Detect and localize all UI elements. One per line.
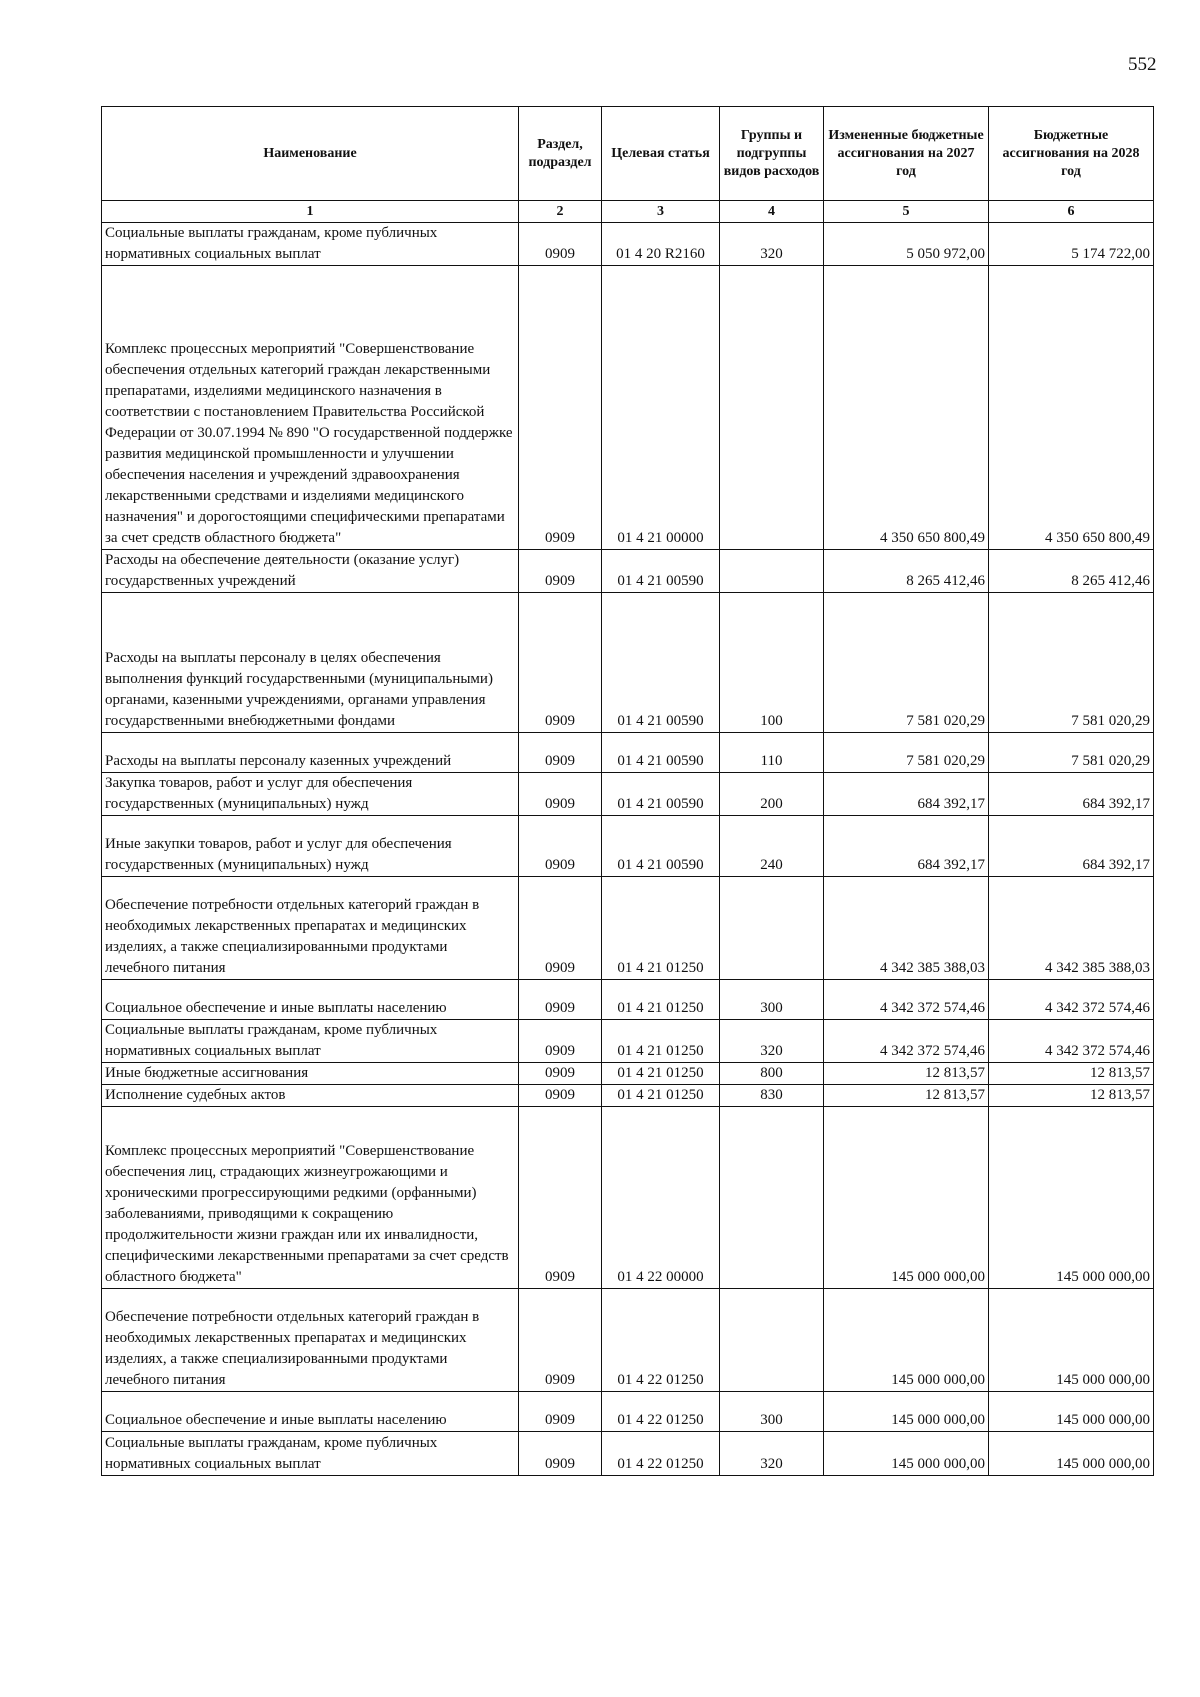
table-row xyxy=(102,593,1154,733)
row-amount-2028: 7 581 020,29 xyxy=(989,593,1154,733)
column-number: 6 xyxy=(989,201,1154,223)
budget-table xyxy=(101,106,1154,1476)
row-amount-2028: 4 342 372 574,46 xyxy=(989,980,1154,1020)
row-target: 01 4 21 00590 xyxy=(602,733,720,773)
row-group xyxy=(720,1289,824,1392)
row-target: 01 4 20 R2160 xyxy=(602,223,720,266)
row-name: Иные бюджетные ассигнования xyxy=(102,1063,519,1085)
row-section: 0909 xyxy=(519,877,602,980)
row-section: 0909 xyxy=(519,223,602,266)
row-name: Иные закупки товаров, работ и услуг для обеспечения государственных (муниципальных) нужд xyxy=(102,816,519,877)
row-section: 0909 xyxy=(519,816,602,877)
row-amount-2028: 145 000 000,00 xyxy=(989,1107,1154,1289)
table-row xyxy=(102,550,1154,593)
row-section: 0909 xyxy=(519,266,602,550)
header-amount-2028: Бюджетные ассигнования на 2028 год xyxy=(989,107,1154,201)
row-name: Обеспечение потребности отдельных категорий граждан в необходимых лекарственных препаратах и медицинских изделиях, а также специализированными продуктами лечебного питания xyxy=(102,1289,519,1392)
row-group xyxy=(720,550,824,593)
header-amount-2027: Измененные бюджетные ассигнования на 2027 год xyxy=(824,107,989,201)
row-amount-2028: 145 000 000,00 xyxy=(989,1392,1154,1432)
row-target: 01 4 21 01250 xyxy=(602,1063,720,1085)
row-amount-2027: 145 000 000,00 xyxy=(824,1289,989,1392)
table-row xyxy=(102,1289,1154,1392)
row-name: Социальное обеспечение и иные выплаты населению xyxy=(102,980,519,1020)
row-section: 0909 xyxy=(519,1432,602,1476)
table-row xyxy=(102,980,1154,1020)
row-name: Расходы на обеспечение деятельности (оказание услуг) государственных учреждений xyxy=(102,550,519,593)
column-number: 3 xyxy=(602,201,720,223)
row-amount-2027: 684 392,17 xyxy=(824,773,989,816)
row-group: 110 xyxy=(720,733,824,773)
row-target: 01 4 21 00000 xyxy=(602,266,720,550)
row-section: 0909 xyxy=(519,1085,602,1107)
row-amount-2028: 7 581 020,29 xyxy=(989,733,1154,773)
row-amount-2027: 8 265 412,46 xyxy=(824,550,989,593)
row-section: 0909 xyxy=(519,980,602,1020)
row-target: 01 4 22 00000 xyxy=(602,1107,720,1289)
table-body xyxy=(102,223,1154,1476)
row-amount-2027: 684 392,17 xyxy=(824,816,989,877)
header-section: Раздел, подраздел xyxy=(519,107,602,201)
row-target: 01 4 22 01250 xyxy=(602,1432,720,1476)
row-name: Комплекс процессных мероприятий "Совершенствование обеспечения отдельных категорий граждан лекарственными препаратами, изделиями медицинского назначения в соответствии с постановлением Правительства Российской Федерации от 30.07.1994 № 890 "О государственной поддержке развития медицинской промышленности и улучшении обеспечения населения и учреждений здравоохранения лекарственными средствами и изделиями медицинского назначения" и дорогостоящими специфическими препаратами за счет средств областного бюджета" xyxy=(102,266,519,550)
row-amount-2027: 12 813,57 xyxy=(824,1085,989,1107)
row-group: 830 xyxy=(720,1085,824,1107)
header-groups: Группы и подгруппы видов расходов xyxy=(720,107,824,201)
row-name: Расходы на выплаты персоналу в целях обеспечения выполнения функций государственными (муниципальными) органами, казенными учреждениями, органами управления государственными внебюджетными фондами xyxy=(102,593,519,733)
row-amount-2028: 4 342 385 388,03 xyxy=(989,877,1154,980)
row-name: Комплекс процессных мероприятий "Совершенствование обеспечения лиц, страдающих жизнеугрожающими и хроническими прогрессирующими редкими (орфанными) заболеваниями, приводящими к сокращению продолжительности жизни граждан или их инвалидности, специфическими лекарственными препаратами за счет средств областного бюджета" xyxy=(102,1107,519,1289)
row-name: Закупка товаров, работ и услуг для обеспечения государственных (муниципальных) нужд xyxy=(102,773,519,816)
table-row xyxy=(102,877,1154,980)
table-row xyxy=(102,266,1154,550)
row-name: Обеспечение потребности отдельных категорий граждан в необходимых лекарственных препаратах и медицинских изделиях, а также специализированными продуктами лечебного питания xyxy=(102,877,519,980)
row-amount-2027: 4 342 385 388,03 xyxy=(824,877,989,980)
row-group: 320 xyxy=(720,1020,824,1063)
row-amount-2028: 145 000 000,00 xyxy=(989,1289,1154,1392)
table-row xyxy=(102,223,1154,266)
row-target: 01 4 22 01250 xyxy=(602,1289,720,1392)
row-name: Исполнение судебных актов xyxy=(102,1085,519,1107)
row-amount-2027: 7 581 020,29 xyxy=(824,733,989,773)
row-section: 0909 xyxy=(519,550,602,593)
row-amount-2027: 12 813,57 xyxy=(824,1063,989,1085)
row-amount-2028: 4 350 650 800,49 xyxy=(989,266,1154,550)
column-number-row xyxy=(102,201,1154,223)
header-target: Целевая статья xyxy=(602,107,720,201)
row-section: 0909 xyxy=(519,1063,602,1085)
row-group: 320 xyxy=(720,223,824,266)
row-amount-2028: 4 342 372 574,46 xyxy=(989,1020,1154,1063)
row-target: 01 4 21 00590 xyxy=(602,773,720,816)
column-number: 4 xyxy=(720,201,824,223)
row-section: 0909 xyxy=(519,1107,602,1289)
row-name: Социальное обеспечение и иные выплаты населению xyxy=(102,1392,519,1432)
row-amount-2027: 145 000 000,00 xyxy=(824,1392,989,1432)
table-row xyxy=(102,773,1154,816)
row-target: 01 4 21 01250 xyxy=(602,1085,720,1107)
row-section: 0909 xyxy=(519,1392,602,1432)
row-group xyxy=(720,1107,824,1289)
table-row xyxy=(102,733,1154,773)
row-name: Социальные выплаты гражданам, кроме публичных нормативных социальных выплат xyxy=(102,223,519,266)
header-row xyxy=(102,107,1154,201)
row-target: 01 4 21 01250 xyxy=(602,1020,720,1063)
row-group xyxy=(720,877,824,980)
row-group: 300 xyxy=(720,1392,824,1432)
row-amount-2028: 5 174 722,00 xyxy=(989,223,1154,266)
row-group: 800 xyxy=(720,1063,824,1085)
table-row xyxy=(102,1107,1154,1289)
row-amount-2027: 145 000 000,00 xyxy=(824,1432,989,1476)
row-amount-2027: 5 050 972,00 xyxy=(824,223,989,266)
table-row xyxy=(102,1392,1154,1432)
row-target: 01 4 21 00590 xyxy=(602,593,720,733)
row-group: 200 xyxy=(720,773,824,816)
row-amount-2028: 684 392,17 xyxy=(989,816,1154,877)
row-name: Расходы на выплаты персоналу казенных учреждений xyxy=(102,733,519,773)
table-row xyxy=(102,1085,1154,1107)
column-number: 2 xyxy=(519,201,602,223)
row-target: 01 4 21 01250 xyxy=(602,877,720,980)
row-group: 300 xyxy=(720,980,824,1020)
row-amount-2027: 4 350 650 800,49 xyxy=(824,266,989,550)
row-target: 01 4 21 00590 xyxy=(602,550,720,593)
row-group: 240 xyxy=(720,816,824,877)
row-group xyxy=(720,266,824,550)
row-section: 0909 xyxy=(519,1289,602,1392)
row-section: 0909 xyxy=(519,773,602,816)
row-group: 320 xyxy=(720,1432,824,1476)
row-target: 01 4 22 01250 xyxy=(602,1392,720,1432)
page-number: 552 xyxy=(1128,54,1157,75)
table-row xyxy=(102,816,1154,877)
table-row xyxy=(102,1063,1154,1085)
row-name: Социальные выплаты гражданам, кроме публичных нормативных социальных выплат xyxy=(102,1020,519,1063)
row-amount-2028: 8 265 412,46 xyxy=(989,550,1154,593)
row-target: 01 4 21 01250 xyxy=(602,980,720,1020)
header-name: Наименование xyxy=(102,107,519,201)
row-section: 0909 xyxy=(519,1020,602,1063)
row-amount-2028: 684 392,17 xyxy=(989,773,1154,816)
row-amount-2027: 4 342 372 574,46 xyxy=(824,1020,989,1063)
column-number: 5 xyxy=(824,201,989,223)
row-section: 0909 xyxy=(519,593,602,733)
row-amount-2028: 12 813,57 xyxy=(989,1085,1154,1107)
row-amount-2028: 145 000 000,00 xyxy=(989,1432,1154,1476)
table-row xyxy=(102,1020,1154,1063)
row-amount-2027: 4 342 372 574,46 xyxy=(824,980,989,1020)
column-number: 1 xyxy=(102,201,519,223)
row-target: 01 4 21 00590 xyxy=(602,816,720,877)
table-row xyxy=(102,1432,1154,1476)
row-amount-2028: 12 813,57 xyxy=(989,1063,1154,1085)
row-name: Социальные выплаты гражданам, кроме публичных нормативных социальных выплат xyxy=(102,1432,519,1476)
row-group: 100 xyxy=(720,593,824,733)
row-section: 0909 xyxy=(519,733,602,773)
row-amount-2027: 7 581 020,29 xyxy=(824,593,989,733)
row-amount-2027: 145 000 000,00 xyxy=(824,1107,989,1289)
